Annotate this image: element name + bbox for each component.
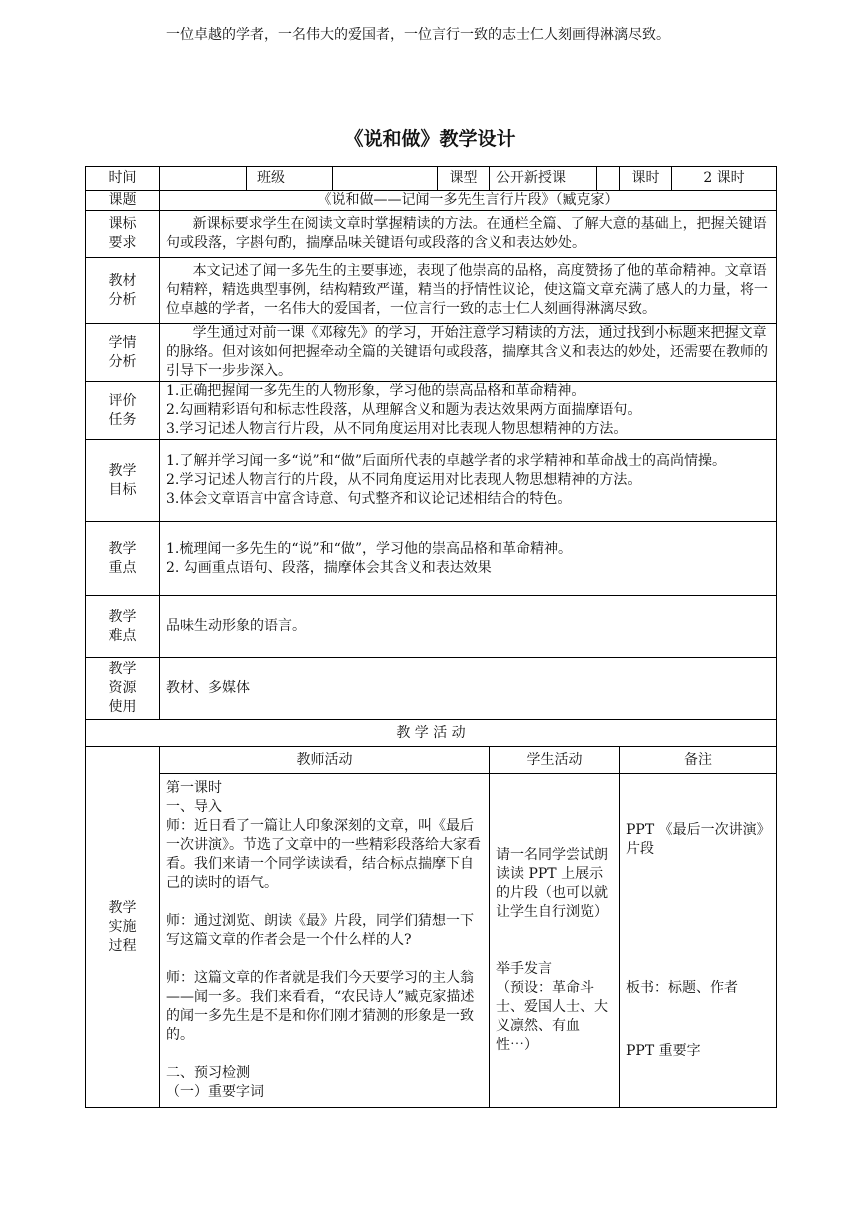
evaluation-row [86, 382, 777, 440]
student-activity-content: 请一名同学尝试朗读读 PPT 上展示的片段（也可以就让学生自行浏览） 举手发言 （预设：革命斗士、爱国人士、大义凛然、有血性⋯） [490, 774, 620, 1108]
keypoint-item: 1.梳理闻一多先生的“说”和“做”，学习他的崇高品格和革命精神。 [166, 540, 572, 557]
students-row [86, 324, 777, 382]
class-label: 班级 [247, 167, 333, 191]
topic-label: 课题 [86, 191, 160, 211]
keypoint-item: 2. 勾画重点语句、段落，揣摩体会其含义和表达效果 [166, 559, 492, 576]
type-label: 课型 [438, 167, 490, 191]
process-label: 教学 实施 过程 [86, 747, 160, 1108]
topic-row [86, 191, 777, 211]
notes-content: PPT 《最后一次讲演》片段 板书：标题、作者 PPT 重要字 [620, 774, 777, 1108]
resources-row [86, 658, 777, 720]
time-label: 时间 [86, 167, 160, 191]
goals-row [86, 440, 777, 522]
activities-heading: 教 学 活 动 [86, 720, 777, 747]
type-value: 公开新授课 [490, 167, 597, 191]
evaluation-item: 2.勾画精彩语句和标志性段落，从理解含义和题为表达效果两方面揣摩语句。 [166, 402, 642, 418]
student-activity-header: 学生活动 [490, 747, 620, 774]
resources-label: 教学 资源 使用 [86, 658, 160, 720]
teacher-activity-content: 第一课时 一、导入 师：近日看了一篇让人印象深刻的文章，叫《最后一次讲演》。节选了文章中的一些精彩段落给大家看看。我们来请一个同学读读看，结合标点揣摩下自己的读时的语气。 师：通过浏览、朗读《最》片段，同学们猜想一下写这篇文章的作者会是一个什么样的人? 师：这篇文章的作者就是我们今天要学习的主人翁——闻一多。我们来看看，“农民诗人”臧克家描述的闻一多先生是不是和你们刚才猜测的形象是一致的。 二、预习检测 （一）重要字词 [160, 774, 490, 1108]
evaluation-item: 1.正确把握闻一多先生的人物形象，学习他的崇高品格和革命精神。 [166, 383, 586, 399]
standard-text: 新课标要求学生在阅读文章时掌握精读的方法。在通栏全篇、了解大意的基础上，把握关键语句或段落，字斟句酌，揣摩品味关键语句或段落的含义和表达妙处。 [160, 211, 777, 258]
keypoints-label: 教学 重点 [86, 522, 160, 596]
goals-list [160, 440, 777, 522]
teacher-activity-header: 教师活动 [160, 747, 490, 774]
difficulty-row [86, 596, 777, 658]
students-label: 学情 分析 [86, 324, 160, 382]
evaluation-list [160, 382, 777, 440]
activities-body-row [86, 774, 777, 1108]
document-title: 《说和做》教学设计 [344, 128, 516, 150]
material-label: 教材 分析 [86, 258, 160, 324]
lesson-plan-table [85, 166, 777, 1108]
header-row [86, 167, 777, 191]
spacer-cell [597, 167, 620, 191]
hours-value: 2 课时 [672, 167, 777, 191]
material-row [86, 258, 777, 324]
resources-text: 教材、多媒体 [160, 658, 777, 720]
notes-header: 备注 [620, 747, 777, 774]
difficulty-label: 教学 难点 [86, 596, 160, 658]
goals-label: 教学 目标 [86, 440, 160, 522]
time-value-cell [160, 167, 247, 191]
activities-heading-row [86, 720, 777, 747]
top-summary-text: 一位卓越的学者，一名伟大的爱国者，一位言行一致的志士仁人刻画得淋漓尽致。 [166, 27, 670, 43]
evaluation-item: 3.学习记述人物言行片段，从不同角度运用对比表现人物思想精神的方法。 [166, 421, 628, 437]
goal-item: 1.了解并学习闻一多“说”和“做”后面所代表的卓越学者的求学精神和革命战士的高尚情操。 [166, 453, 726, 469]
standard-row [86, 211, 777, 258]
evaluation-label: 评价 任务 [86, 382, 160, 440]
topic-value: 《说和做——记闻一多先生言行片段》（臧克家） [160, 191, 777, 211]
goal-item: 3.体会文章语言中富含诗意、句式整齐和议论记述相结合的特色。 [166, 491, 572, 507]
class-value-cell [333, 167, 438, 191]
activities-header-row [86, 747, 777, 774]
hours-label: 课时 [620, 167, 672, 191]
difficulty-text: 品味生动形象的语言。 [160, 596, 777, 658]
keypoints-list [160, 522, 777, 596]
material-text: 本文记述了闻一多先生的主要事迹，表现了他崇高的品格，高度赞扬了他的革命精神。文章语句精粹，精选典型事例，结构精致严谨，精当的抒情性议论，使这篇文章充满了感人的力量，将一位卓越的学者，一名伟大的爱国者，一位言行一致的志士仁人刻画得淋漓尽致。 [160, 258, 777, 324]
standard-label: 课标 要求 [86, 211, 160, 258]
keypoints-row [86, 522, 777, 596]
goal-item: 2.学习记述人物言行的片段，从不同角度运用对比表现人物思想精神的方法。 [166, 472, 642, 488]
students-text: 学生通过对前一课《邓稼先》的学习，开始注意学习精读的方法，通过找到小标题来把握文章的脉络。但对该如何把握牵动全篇的关键语句或段落，揣摩其含义和表达的妙处，还需要在教师的引导下一步步深入。 [160, 324, 777, 382]
